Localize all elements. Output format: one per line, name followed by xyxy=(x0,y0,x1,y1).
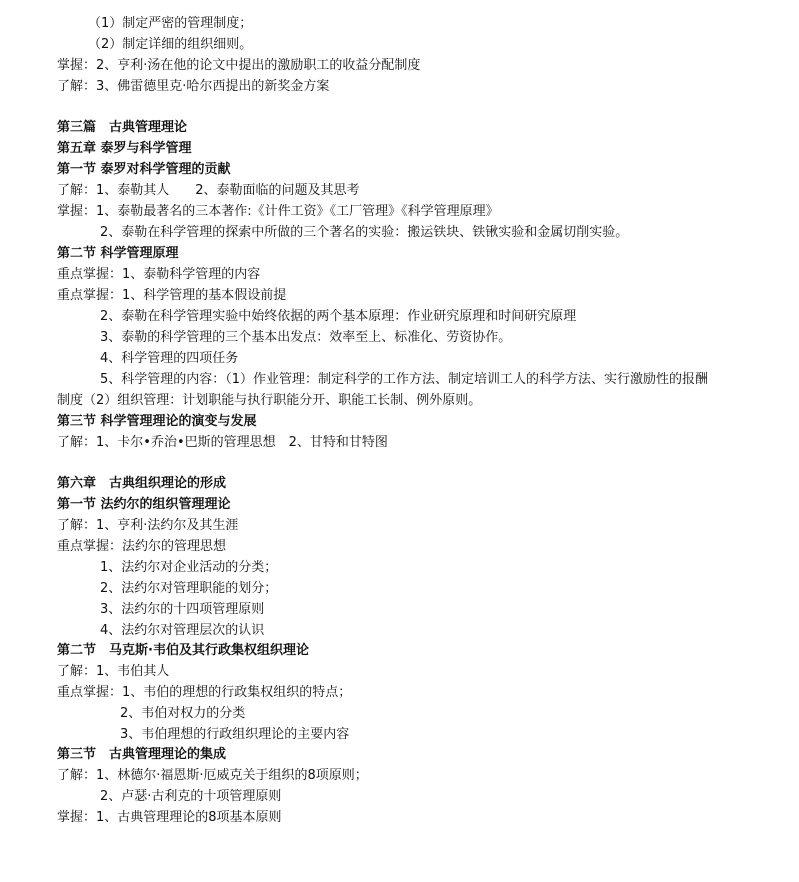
text-line: 5、科学管理的内容：（1）作业管理：制定科学的工作方法、制定培训工人的科学方法、实行激励性的报酬 xyxy=(100,372,709,387)
text-line: （2）制定详细的组织细则。 xyxy=(88,37,253,52)
text-line: 重点掌握：1、泰勒科学管理的内容 xyxy=(57,267,261,282)
text-line: （1）制定严密的管理制度； xyxy=(88,16,253,31)
text-line: 1、法约尔对企业活动的分类； xyxy=(100,560,278,575)
text-line: 掌握：1、古典管理理论的8项基本原则 xyxy=(57,810,282,825)
text-line: 4、科学管理的四项任务 xyxy=(100,351,239,366)
section-heading: 第二节 马克斯·韦伯及其行政集权组织理论 xyxy=(57,643,309,658)
text-line: 4、法约尔对管理层次的认识 xyxy=(100,623,265,638)
text-line: 3、法约尔的十四项管理原则 xyxy=(100,602,265,617)
text-line: 重点掌握：1、韦伯的理想的行政集权组织的特点； xyxy=(57,685,352,700)
text-line: 重点掌握：法约尔的管理思想 xyxy=(57,539,227,554)
part-heading: 第三篇 古典管理理论 xyxy=(57,120,188,135)
text-line: 制度（2）组织管理：计划职能与执行职能分开、职能工长制、例外原则。 xyxy=(57,393,482,408)
chapter-heading: 第五章 泰罗与科学管理 xyxy=(57,141,192,156)
text-line: 重点掌握：1、科学管理的基本假设前提 xyxy=(57,288,287,303)
text-line: 了解：1、泰勒其人 2、泰勒面临的问题及其思考 xyxy=(57,183,360,198)
chapter-heading: 第六章 古典组织理论的形成 xyxy=(57,476,227,491)
section-heading: 第三节 古典管理理论的集成 xyxy=(57,747,227,762)
section-heading: 第一节 法约尔的组织管理理论 xyxy=(57,497,231,512)
text-line: 2、泰勒在科学管理的探索中所做的三个著名的实验：搬运铁块、铁锹实验和金属切削实验。 xyxy=(100,225,629,240)
text-line: 了解：1、亨利·法约尔及其生涯 xyxy=(57,518,239,533)
section-heading: 第一节 泰罗对科学管理的贡献 xyxy=(57,162,231,177)
text-line: 2、卢瑟·古利克的十项管理原则 xyxy=(100,789,282,804)
text-line: 掌握：2、亨利·汤在他的论文中提出的激励职工的收益分配制度 xyxy=(57,58,421,73)
text-line: 3、韦伯理想的行政组织理论的主要内容 xyxy=(120,727,350,742)
text-line: 2、法约尔对管理职能的划分； xyxy=(100,581,278,596)
section-heading: 第三节 科学管理理论的演变与发展 xyxy=(57,414,257,429)
text-line: 掌握：1、泰勒最著名的三本著作:《计件工资》《工厂管理》《科学管理原理》 xyxy=(57,204,499,219)
text-line: 2、韦伯对权力的分类 xyxy=(120,706,246,721)
text-line: 了解：3、佛雷德里克·哈尔西提出的新奖金方案 xyxy=(57,79,330,94)
text-line: 了解：1、林德尔·福恩斯·厄威克关于组织的8项原则； xyxy=(57,768,368,783)
text-line: 2、泰勒在科学管理实验中始终依据的两个基本原理：作业研究原理和时间研究原理 xyxy=(100,309,577,324)
text-line: 了解：1、韦伯其人 xyxy=(57,664,170,679)
text-line: 了解：1、卡尔•乔治•巴斯的管理思想 2、甘特和甘特图 xyxy=(57,435,388,450)
text-line: 3、泰勒的科学管理的三个基本出发点：效率至上、标准化、劳资协作。 xyxy=(100,330,512,345)
section-heading: 第二节 科学管理原理 xyxy=(57,246,179,261)
